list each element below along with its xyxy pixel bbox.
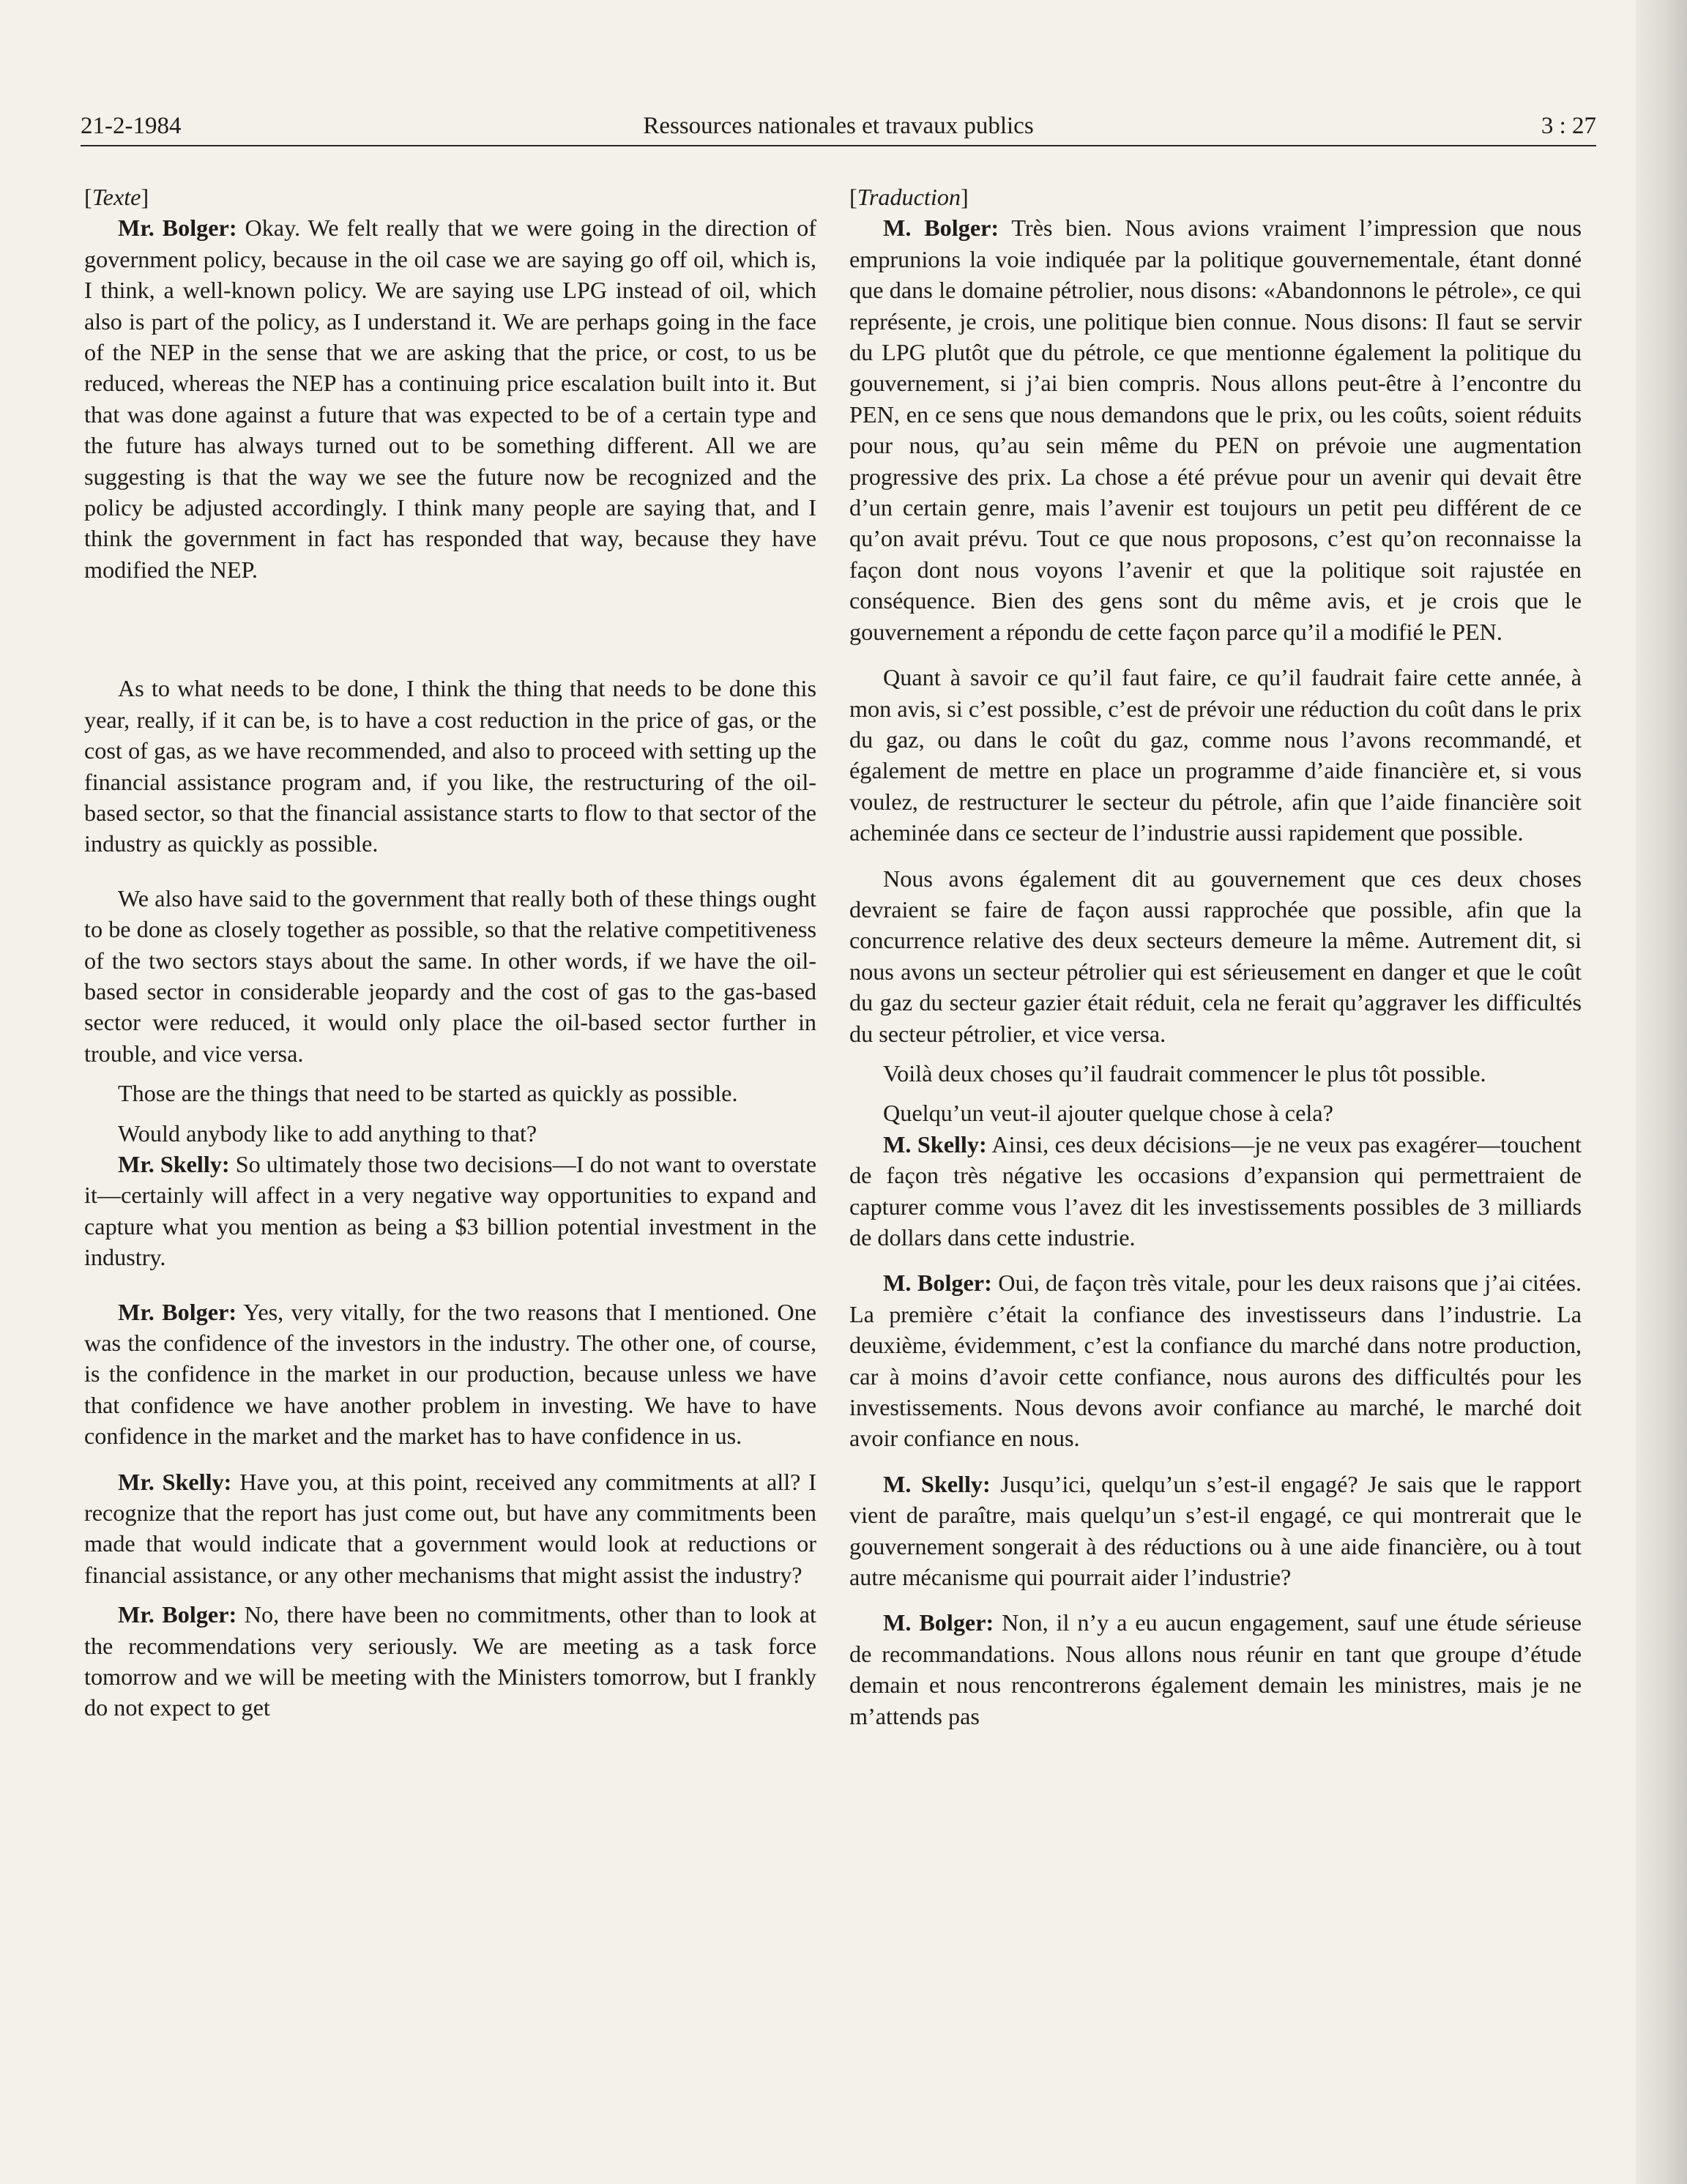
speaker-name: Mr. Skelly: <box>118 1468 232 1495</box>
speaker-name: Mr. Bolger: <box>118 1601 237 1628</box>
paragraph-text: Oui, de façon très vitale, pour les deux raisons que j’ai citées. La première c’était la confiance des investisseurs dans l’industrie. La deuxième, évidemment, c’est la confiance du marché dans notre production, car à moins d’avoir cette confiance, nous aurons des difficultés pour les investissements. Nous devons avoir confiance au marché, le marché doit avoir confiance en nous. <box>849 1270 1582 1452</box>
paragraph <box>849 1607 1582 1732</box>
speaker-name: Mr. Skelly: <box>118 1150 230 1177</box>
scan-page-edge <box>1636 0 1687 2184</box>
paragraph <box>84 883 816 1069</box>
paragraph-text: Quant à savoir ce qu’il faut faire, ce qu’il faudrait faire cette année, à mon avis, si c’est possible, c’est de prévoir une réduction du coût dans le prix du gaz, ou dans le coût du gaz, comme nous l’avons recommandé, et également de mettre en place un programme d’aide financière et, si vous voulez, de restructurer le secteur du pétrole, afin que l’aide financière soit acheminée dans ce secteur de l’industrie aussi rapidement que possible. <box>849 664 1582 846</box>
paragraph <box>849 1129 1582 1253</box>
paragraph-text: Okay. We felt really that we were going in the direction of government policy, because in the oil case we are saying go off oil, which is, I think, a well-known policy. We are saying use LPG instead of oil, which also is part of the policy, as I understand it. We are perhaps going in the face of the NEP in the sense that we are asking that the price, or cost, to us be reduced, whereas the NEP has a continuing price escalation built into it. But that was done against a future that was expected to be of a certain type and the future has always turned out to be something different. All we are suggesting is that the way we see the future now be recognized and the policy be adjusted accordingly. I think many people are saying that, and I think the government in fact has responded that way, because they have modified the NEP. <box>84 215 816 583</box>
paragraph <box>84 1078 816 1108</box>
paragraph-text: Non, il n’y a eu aucun engagement, sauf une étude sérieuse de recommandations. Nous allons nous réunir en tant que groupe d’étude demain et nous rencontrerons également demain les ministres, mais je ne m’attends pas <box>849 1609 1582 1729</box>
speaker-name: Mr. Bolger: <box>118 215 237 242</box>
paragraph <box>849 1058 1582 1089</box>
paragraph-text: Ainsi, ces deux décisions—je ne veux pas exagérer—touchent de façon très négative les occasions d’expansion qui permettraient de capturer comme vous l’avez dit les investissements possibles de 3 milliards de dollars dans cette industrie. <box>849 1130 1582 1251</box>
paragraph-text: Those are the things that need to be started as quickly as possible. <box>118 1080 738 1107</box>
paragraph <box>849 863 1582 1049</box>
header-date: 21-2-1984 <box>81 113 182 139</box>
paragraph <box>84 1297 816 1452</box>
paragraph-text: As to what needs to be done, I think the thing that needs to be done this year, really, if it can be, is to have a cost reduction in the price of gas, or the cost of gas, as we have recommended, and also to proceed with setting up the financial assistance program and, if you like, the restructuring of the oil-based sector, so that the financial assistance starts to flow to that sector of the industry as quickly as possible. <box>84 675 816 857</box>
paragraph <box>849 1469 1582 1593</box>
paragraph <box>849 212 1582 647</box>
paragraph-text: Quelqu’un veut-il ajouter quelque chose à cela? <box>883 1100 1333 1127</box>
paragraph <box>84 1118 816 1149</box>
paragraph-text: Yes, very vitally, for the two reasons that I mentioned. One was the confidence of the investors in the industry. The other one, of course, is the confidence in the market in our production, because unless we have that confidence we have another problem in investing. We have to have confidence in the market and the market has to have confidence in us. <box>84 1298 816 1450</box>
speaker-name: M. Bolger: <box>883 1270 992 1297</box>
speaker-name: M. Skelly: <box>883 1130 987 1158</box>
paragraph-text: Have you, at this point, received any commitments at all? I recognize that the report has just come out, but have any commitments been made that would indicate that a government would look at reductions or financial assistance, or any other mechanisms that might assist the industry? <box>84 1468 816 1588</box>
paragraph-text: No, there have been no commitments, other than to look at the recommendations very seriously. We are meeting as a task force tomorrow and we will be meeting with the Ministers tomorrow, but I frankly do not expect to get <box>84 1601 816 1721</box>
paragraph-text: Nous avons également dit au gouvernement que ces deux choses devraient se faire de façon aussi rapprochée que possible, afin que la concurrence relative des deux secteurs demeure la même. Autrement dit, si nous avons un secteur pétrolier qui est sérieusement en danger et que le coût du gaz du secteur gazier était réduit, cela ne ferait qu’aggraver les difficultés du secteur pétrolier, et vice versa. <box>849 865 1582 1047</box>
paragraph-text: We also have said to the government that really both of these things ought to be done as closely together as possible, so that the relative competitiveness of the two sectors stays about the same. In other words, if we have the oil-based sector in considerable jeopardy and the cost of gas to the gas-based sector were reduced, it would only place the oil-based sector further in trouble, and vice versa. <box>84 884 816 1067</box>
speaker-name: M. Bolger: <box>883 215 999 242</box>
paragraph-text: So ultimately those two decisions—I do not want to overstate it—certainly will affect in a very negative way opportunities to expand and capture what you mention as being a $3 billion potential investment in the industry. <box>84 1150 817 1271</box>
paragraph <box>84 1466 816 1591</box>
paragraph <box>84 1149 816 1273</box>
page-header <box>81 108 1596 146</box>
english-column <box>84 182 816 1723</box>
header-page-number: 3 : 27 <box>1541 113 1596 139</box>
paragraph-text: Jusqu’ici, quelqu’un s’est-il engagé? Je sais que le rapport vient de paraître, mais quelqu’un s’est-il engagé, ce qui montrerait que le gouvernement songerait à des réductions ou à une aide financière, ou à tout autre mécanisme qui pourrait aider l’industrie? <box>849 1470 1582 1591</box>
paragraph <box>84 1599 816 1723</box>
paragraph <box>84 212 816 585</box>
speaker-name: M. Skelly: <box>883 1470 991 1497</box>
paragraph-text: Would anybody like to add anything to that? <box>118 1119 537 1147</box>
column-label: [Traduction] <box>849 184 969 210</box>
paragraph-text: Très bien. Nous avions vraiment l’impression que nous emprunions la voie indiquée par la politique gouvernementale, étant donné que dans le domaine pétrolier, nous disons: «Abandonnons le pétrole», ce qui représente, je crois, une politique bien connue. Nous disons: Il faut se servir du LPG plutôt que du pétrole, ce que mentionne également la politique du gouvernement, si j’ai bien compris. Nous allons peut-être à l’encontre du PEN, en ce sens que nous demandons que le prix, ou les coûts, soient réduits pour nous, qu’au sein même du PEN on prévoie une augmentation progressive des prix. La chose a été prévue pour un avenir qui devait être d’un certain genre, mais l’avenir est toujours un petit peu différent de ce qu’on avait prévu. Tout ce que nous proposons, c’est qu’on reconnaisse la façon dont nous voyons l’avenir et que la politique soit rajustée en conséquence. Bien des gens sont du même avis, et je crois que le gouvernement a répondu de cette façon parce qu’il a modifié le PEN. <box>849 215 1582 645</box>
paragraph <box>849 1097 1582 1128</box>
french-column <box>849 182 1582 1732</box>
paragraph <box>84 673 816 859</box>
paragraph-text: Voilà deux choses qu’il faudrait commencer le plus tôt possible. <box>883 1059 1486 1087</box>
paragraph <box>849 1267 1582 1453</box>
header-title: Ressources nationales et travaux publics <box>643 113 1034 139</box>
paragraph <box>849 662 1582 848</box>
speaker-name: M. Bolger: <box>883 1609 994 1636</box>
speaker-name: Mr. Bolger: <box>118 1298 237 1325</box>
column-label: [Texte] <box>84 184 149 210</box>
